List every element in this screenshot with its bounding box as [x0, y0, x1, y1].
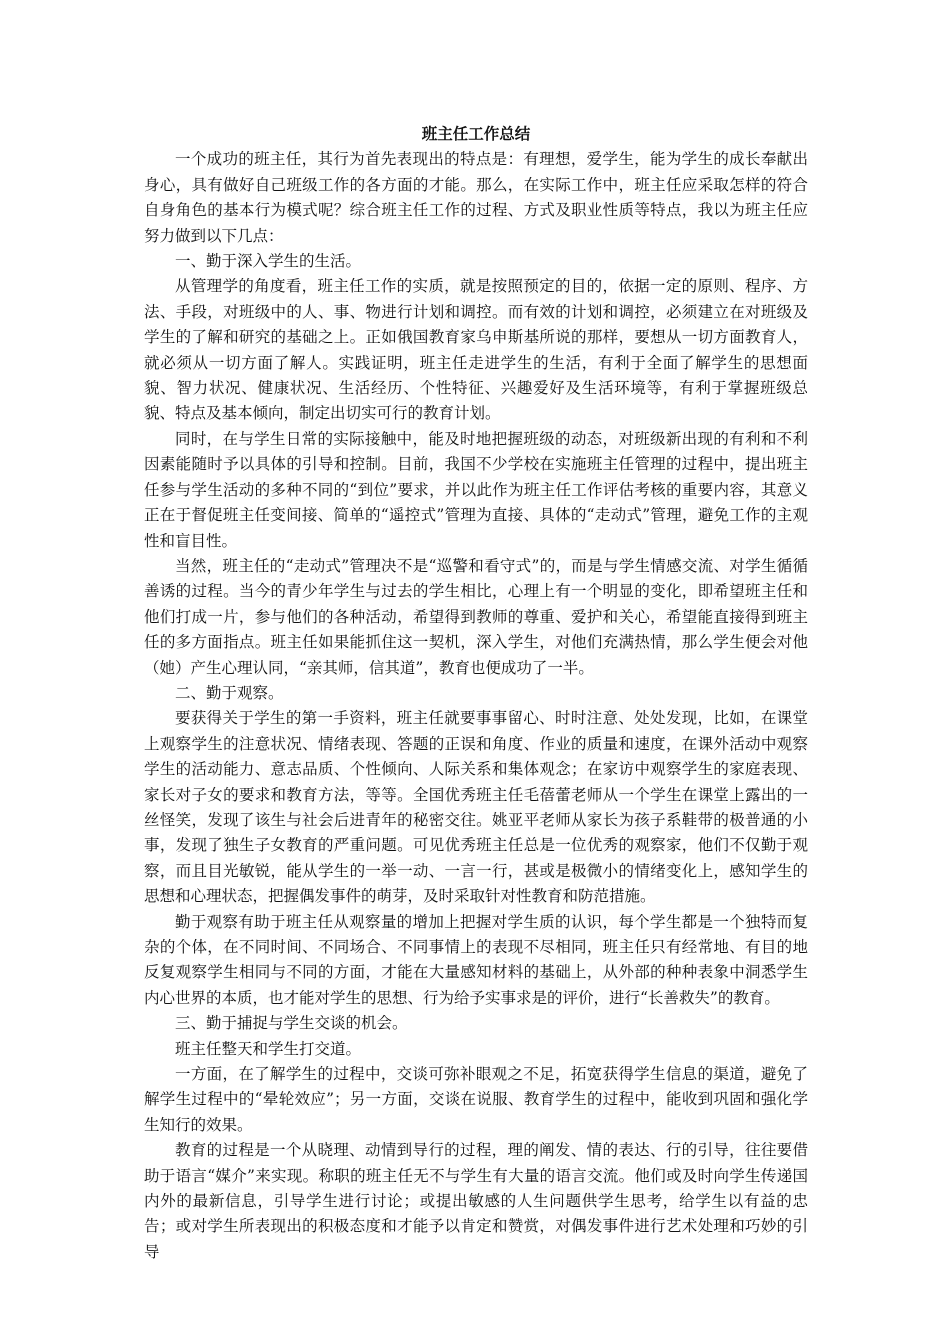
paragraph: 当然，班主任的“走动式”管理决不是“巡警和看守式”的，而是与学生情感交流、对学生循循善诱的过程。当今的青少年学生与过去的学生相比，心理上有一个明显的变化，即希望班主任和他们打成一片，参与他们的各种活动，希望得到教师的尊重、爱护和关心，希望能直接得到班主任的多方面指点。班主任如果能抓住这一契机，深入学生，对他们充满热情，那么学生便会对他（她）产生心理认同，“亲其师，信其道”，教育也便成功了一半。 [144, 556, 808, 677]
document-title: 班主任工作总结 [421, 125, 531, 143]
paragraph: 从管理学的角度看，班主任工作的实质，就是按照预定的目的，依据一定的原则、程序、方法、手段，对班级中的人、事、物进行计划和调控。而有效的计划和调控，必须建立在对班级及学生的了解和研究的基础之上。正如俄国教育家乌申斯基所说的那样，要想从一切方面教育人，就必须从一切方面了解人。实践证明，班主任走进学生的生活，有利于全面了解学生的思想面貌、智力状况、健康状况、生活经历、个性特征、兴趣爱好及生活环境等，有利于掌握班级总貌、特点及基本倾向，制定出切实可行的教育计划。 [144, 277, 808, 423]
paragraph: 勤于观察有助于班主任从观察量的增加上把握对学生质的认识，每个学生都是一个独特而复杂的个体，在不同时间、不同场合、不同事情上的表现不尽相同，班主任只有经常地、有目的地反复观察学生相同与不同的方面，才能在大量感知材料的基础上，从外部的种种表象中洞悉学生内心世界的本质，也才能对学生的思想、行为给予实事求是的评价，进行“长善救失”的教育。 [144, 912, 808, 1007]
document-body [144, 122, 808, 1265]
paragraph: 同时，在与学生日常的实际接触中，能及时地把握班级的动态，对班级新出现的有利和不利因素能随时予以具体的引导和控制。目前，我国不少学校在实施班主任管理的过程中，提出班主任参与学生活动的多种不同的“到位”要求，并以此作为班主任工作评估考核的重要内容，其意义正在于督促班主任变间接、简单的“遥控式”管理为直接、具体的“走动式”管理，避免工作的主观性和盲目性。 [144, 429, 808, 550]
paragraph: 教育的过程是一个从晓理、动情到导行的过程，理的阐发、情的表达、行的引导，往往要借助于语言“媒介”来实现。称职的班主任无不与学生有大量的语言交流。他们或及时向学生传递国内外的最新信息，引导学生进行讨论；或提出敏感的人生问题供学生思考，给学生以有益的忠告；或对学生所表现出的积极态度和才能予以肯定和赞赏，对偶发事件进行艺术处理和巧妙的引导 [144, 1141, 808, 1261]
section-heading-2: 二、勤于观察。 [175, 683, 284, 702]
paragraph: 一方面，在了解学生的过程中，交谈可弥补眼观之不足，拓宽获得学生信息的渠道，避免了解学生过程中的“晕轮效应”；另一方面，交谈在说服、教育学生的过程中，能收到巩固和强化学生知行的效果。 [144, 1065, 808, 1134]
paragraph: 班主任整天和学生打交道。 [175, 1039, 362, 1058]
section-heading-3: 三、勤于捕捉与学生交谈的机会。 [175, 1014, 408, 1033]
section-heading-1: 一、勤于深入学生的生活。 [175, 252, 362, 271]
paragraph-intro: 一个成功的班主任，其行为首先表现出的特点是：有理想，爱学生，能为学生的成长奉献出身心，具有做好自己班级工作的各方面的才能。那么，在实际工作中，班主任应采取怎样的符合自身角色的基本行为模式呢？综合班主任工作的过程、方式及职业性质等特点，我以为班主任应努力做到以下几点： [144, 150, 808, 245]
paragraph: 要获得关于学生的第一手资料，班主任就要事事留心、时时注意、处处发现，比如，在课堂上观察学生的注意状况、情绪表现、答题的正误和角度、作业的质量和速度，在课外活动中观察学生的活动能力、意志品质、个性倾向、人际关系和集体观念；在家访中观察学生的家庭表现、家长对子女的要求和教育方法，等等。全国优秀班主任毛蓓蕾老师从一个学生在课堂上露出的一丝怪笑，发现了该生与社会后进青年的秘密交往。姚亚平老师从家长为孩子系鞋带的极普通的小事，发现了独生子女教育的严重问题。可见优秀班主任总是一位优秀的观察家，他们不仅勤于观察，而且目光敏锐，能从学生的一举一动、一言一行，甚或是极微小的情绪变化上，感知学生的思想和心理状态，把握偶发事件的萌芽，及时采取针对性教育和防范措施。 [144, 709, 808, 906]
